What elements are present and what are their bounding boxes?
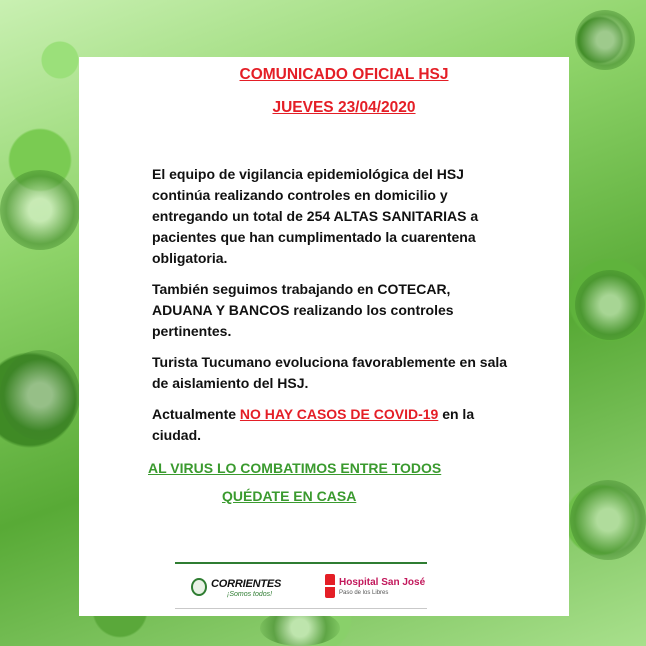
hospital-logo-text: Hospital San José	[339, 577, 426, 588]
hospital-logo-subtext: Paso de los Libres	[339, 590, 389, 596]
virus-decoration	[0, 350, 80, 440]
paragraph-altas: El equipo de vigilancia epidemiológica del HSJ continúa realizando controles en domicilio y entregando un total de 254 ALTAS SANITARIAS a pacientes que han cumplimentado la cuarentena obligatoria.	[152, 166, 479, 266]
announcement-card	[79, 57, 569, 616]
no-cases-highlight: NO HAY CASOS DE COVID-19	[239, 406, 439, 422]
corrientes-logo-text: CORRIENTES	[211, 578, 282, 590]
virus-decoration	[575, 270, 645, 340]
virus-decoration	[570, 480, 646, 560]
casos-prefix: Actualmente	[152, 406, 240, 422]
announcement-date: JUEVES 23/04/2020	[272, 99, 416, 116]
casos-suffix: en la ciudad.	[152, 406, 475, 443]
paragraph-controles: También seguimos trabajando en COTECAR, ADUANA Y BANCOS realizando los controles pertinentes.	[152, 281, 454, 339]
paragraph-turista: Turista Tucumano evoluciona favorablemente en sala de aislamiento del HSJ.	[152, 354, 508, 391]
hospital-cross-icon	[325, 574, 335, 598]
corrientes-logo	[191, 576, 281, 602]
corrientes-logo-subtext: ¡Somos todos!	[227, 591, 273, 598]
footer-logos	[175, 562, 427, 609]
page-title: COMUNICADO OFICIAL HSJ	[239, 66, 449, 83]
slogan-quedate: QUÉDATE EN CASA	[222, 488, 357, 504]
slogan-combatimos: AL VIRUS LO COMBATIMOS ENTRE TODOS	[148, 460, 442, 476]
corrientes-shield-icon	[191, 578, 207, 596]
announcement-body	[152, 164, 512, 456]
hospital-logo	[325, 574, 435, 602]
virus-decoration	[0, 170, 80, 250]
paragraph-casos	[152, 404, 512, 446]
virus-decoration	[575, 10, 635, 70]
